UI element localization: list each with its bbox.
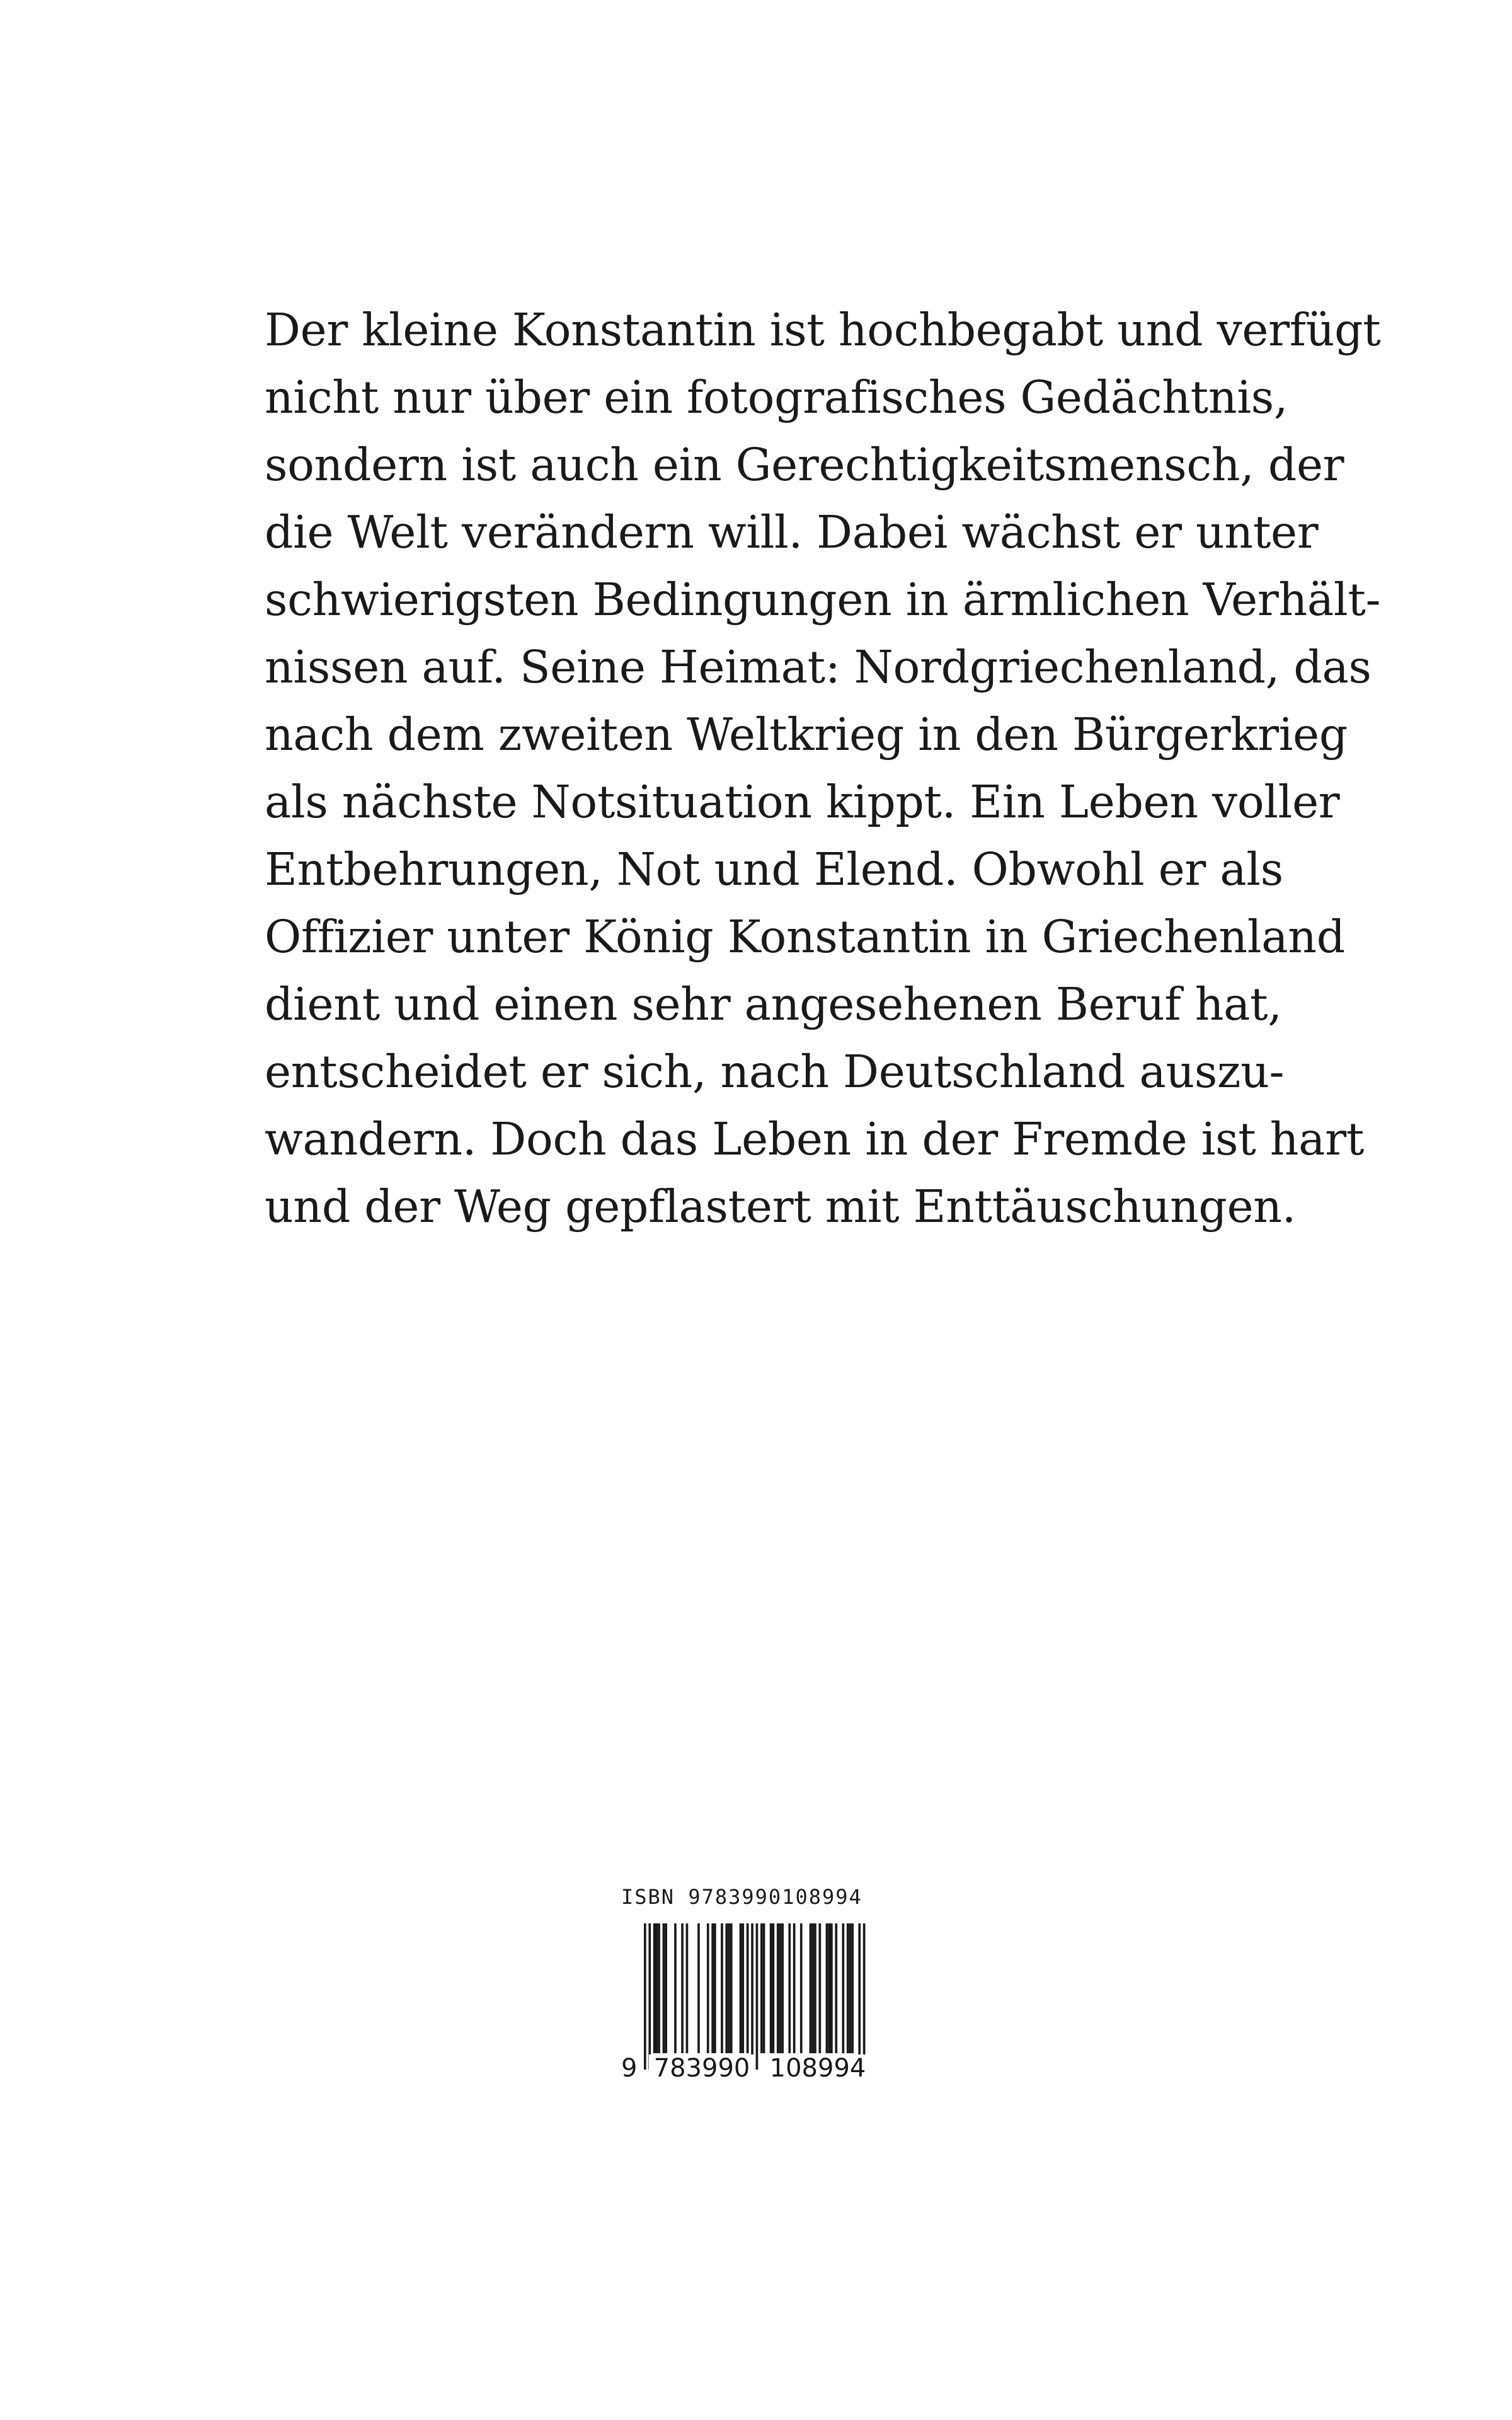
barcode-bar <box>665 1923 667 2053</box>
blurb-line: sondern ist auch ein Gerechtigkeitsmensch, der <box>265 439 1344 491</box>
barcode-bar <box>697 1923 700 2053</box>
barcode-guard-bar <box>648 1923 651 2070</box>
barcode-bar <box>772 1923 775 2053</box>
barcode-bar <box>658 1923 660 2053</box>
barcode-bar <box>674 1923 677 2053</box>
barcode-bar <box>819 1923 822 2053</box>
blurb-line: Offizier unter König Konstantin in Griechenland <box>265 911 1345 963</box>
isbn-label: ISBN 9783990108994 <box>621 1885 862 1909</box>
barcode-guard-bar <box>858 1923 861 2070</box>
barcode-bar <box>763 1923 765 2053</box>
blurb-line: entscheidet er sich, nach Deutschland auszu- <box>265 1046 1285 1098</box>
barcode-bar <box>740 1923 742 2053</box>
blurb-line: als nächste Notsituation kippt. Ein Leben voller <box>265 776 1340 828</box>
barcode-bar <box>847 1923 849 2053</box>
barcode-bar <box>726 1923 728 2053</box>
barcode-bar <box>826 1923 828 2053</box>
barcode-guard-bar <box>863 1923 866 2070</box>
barcode-bar <box>788 1923 791 2053</box>
isbn-barcode-block <box>621 1884 886 2087</box>
barcode-bar <box>728 1923 730 2053</box>
barcode-bar <box>835 1923 837 2053</box>
barcode-bar <box>686 1923 689 2053</box>
barcode-guard-bar <box>644 1923 646 2070</box>
barcode-bar <box>747 1923 749 2053</box>
back-cover-blurb <box>265 296 1381 1240</box>
blurb-line: Der kleine Konstantin ist hochbegabt und verfügt <box>265 304 1381 356</box>
barcode-digits-right: 108994 <box>764 2054 872 2082</box>
barcode-bar <box>663 1923 665 2053</box>
barcode-guard-bar <box>751 1923 753 2070</box>
barcode-guard-bar <box>756 1923 759 2070</box>
barcode-bar <box>760 1923 763 2053</box>
barcode-bar <box>830 1923 833 2053</box>
barcode-bar <box>849 1923 852 2053</box>
barcode-bar <box>714 1923 716 2053</box>
barcode-bar <box>711 1923 714 2053</box>
blurb-line: Entbehrungen, Not und Elend. Obwohl er als <box>265 843 1283 896</box>
barcode <box>621 1923 886 2087</box>
barcode-bar <box>656 1923 658 2053</box>
barcode-bar <box>810 1923 812 2053</box>
barcode-digits-left: 783990 <box>649 2054 755 2082</box>
blurb-line: schwierigsten Bedingungen in ärmlichen Verhält- <box>265 573 1381 626</box>
blurb-line: nissen auf. Seine Heimat: Nordgriechenland, das <box>265 641 1372 693</box>
barcode-bar <box>730 1923 733 2053</box>
barcode-bar <box>811 1923 814 2053</box>
barcode-bar <box>793 1923 796 2053</box>
barcode-bar <box>742 1923 744 2053</box>
barcode-bar <box>842 1923 845 2053</box>
blurb-line: die Welt verändern will. Dabei wächst er unter <box>265 506 1319 558</box>
barcode-bar <box>770 1923 772 2053</box>
barcode-bar <box>851 1923 854 2053</box>
barcode-bar <box>779 1923 782 2053</box>
blurb-line: und der Weg gepflastert mit Enttäuschungen. <box>265 1180 1296 1233</box>
barcode-bar <box>681 1923 684 2053</box>
blurb-line: nicht nur über ein fotografisches Gedächtnis, <box>265 371 1288 424</box>
blurb-line: wandern. Doch das Leben in der Fremde ist hart <box>265 1113 1365 1165</box>
barcode-bar <box>828 1923 830 2053</box>
barcode-digit-first: 9 <box>621 2054 643 2082</box>
blurb-line: dient und einen sehr angesehenen Beruf hat, <box>265 978 1282 1030</box>
barcode-bar <box>721 1923 723 2053</box>
barcode-bar <box>781 1923 784 2053</box>
barcode-bar <box>800 1923 803 2053</box>
blurb-line: nach dem zweiten Weltkrieg in den Bürgerkrieg <box>265 708 1348 761</box>
barcode-bar <box>707 1923 709 2053</box>
barcode-bar <box>777 1923 779 2053</box>
barcode-bar <box>814 1923 816 2053</box>
barcode-bar <box>653 1923 656 2053</box>
